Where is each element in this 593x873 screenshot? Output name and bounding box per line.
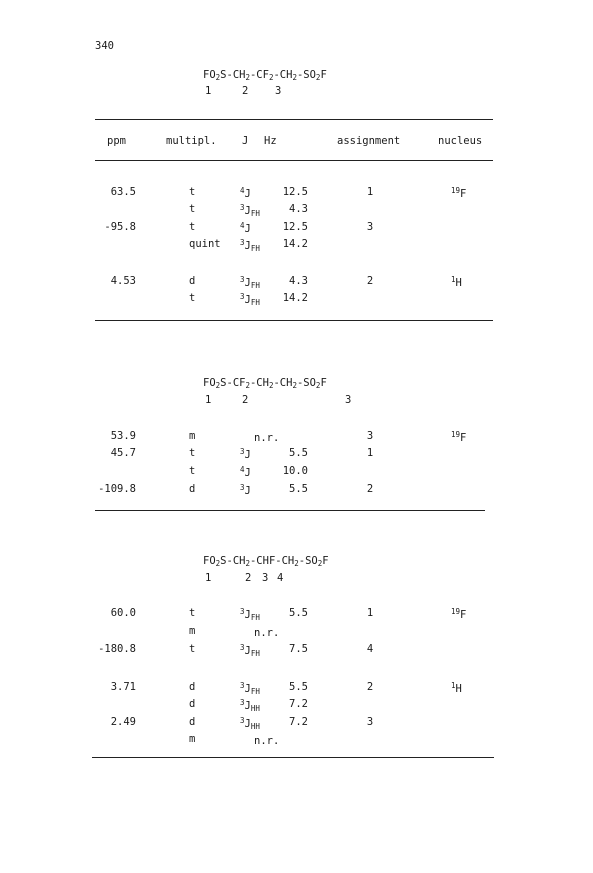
multiplicity: t xyxy=(189,607,196,619)
ppm-value: 60.0 xyxy=(110,607,136,619)
assignment-value: 3 xyxy=(366,430,374,442)
atom-number: 2 xyxy=(245,572,252,584)
coupling-nuclei: HH xyxy=(250,704,260,713)
formula-part: FO xyxy=(203,377,216,389)
assignment-value: 1 xyxy=(366,607,374,619)
ppm-value: 45.7 xyxy=(110,447,136,459)
assignment-value: 3 xyxy=(366,716,374,728)
formula-part: -CF xyxy=(249,69,269,81)
multiplicity: t xyxy=(189,643,196,655)
coupling-hz: 12.5 xyxy=(282,186,308,198)
coupling-hz: 5.5 xyxy=(289,681,308,693)
compound-3-bottom-rule xyxy=(92,757,494,758)
formula-part: 2 xyxy=(245,73,250,82)
coupling-constant xyxy=(240,447,251,462)
coupling-order: 3 xyxy=(240,698,245,707)
coupling-order: 3 xyxy=(240,275,245,284)
atom-number: 1 xyxy=(205,85,212,97)
coupling-constant xyxy=(240,643,260,658)
coupling-constant xyxy=(240,698,260,713)
assignment-value: 2 xyxy=(366,275,374,287)
coupling-nuclei: FH xyxy=(250,613,260,622)
coupling-hz: 12.5 xyxy=(282,221,308,233)
nucleus-mass: 1 xyxy=(451,275,456,284)
multiplicity: d xyxy=(189,716,196,728)
ppm-value: 53.9 xyxy=(110,430,136,442)
formula-part: -SO xyxy=(298,555,318,567)
coupling-symbol: J xyxy=(244,700,251,712)
coupling-nuclei: HH xyxy=(250,722,260,731)
formula-part: F xyxy=(320,69,327,81)
nucleus-label xyxy=(451,275,462,289)
multiplicity: t xyxy=(189,292,196,304)
header-nucleus: nucleus xyxy=(438,135,483,147)
formula-part: FO xyxy=(203,555,216,567)
compound-3-atom-numbers xyxy=(203,572,403,586)
compound-2-atom-numbers xyxy=(203,394,403,408)
assignment-value: 3 xyxy=(366,221,374,233)
coupling-constant xyxy=(240,238,260,253)
compound-1-formula xyxy=(203,69,327,82)
formula-part: S-CH xyxy=(220,69,246,81)
nucleus-label xyxy=(451,430,466,444)
ppm-value: -95.8 xyxy=(104,221,136,233)
ppm-value: 3.71 xyxy=(110,681,136,693)
formula-part: FO xyxy=(203,69,216,81)
multiplicity: d xyxy=(189,681,196,693)
page-number: 340 xyxy=(95,40,114,52)
compound-3-formula xyxy=(203,555,329,568)
header-hz: Hz xyxy=(264,135,277,147)
nucleus-element: F xyxy=(460,432,467,444)
coupling-symbol: n.r. xyxy=(254,627,280,639)
coupling-hz: 5.5 xyxy=(289,447,308,459)
nucleus-label xyxy=(451,186,466,200)
multiplicity: quint xyxy=(189,238,221,250)
nucleus-element: F xyxy=(460,188,467,200)
coupling-hz: 7.2 xyxy=(289,698,308,710)
coupling-constant xyxy=(254,625,279,640)
assignment-value: 1 xyxy=(366,186,374,198)
coupling-constant xyxy=(240,465,251,480)
coupling-symbol: n.r. xyxy=(254,432,280,444)
formula-part: 2 xyxy=(215,381,221,390)
coupling-constant xyxy=(240,186,251,201)
compound-2-bottom-rule xyxy=(95,510,485,511)
coupling-hz: 4.3 xyxy=(289,275,308,287)
coupling-order: 3 xyxy=(240,203,245,212)
formula-part: 2 xyxy=(292,73,297,82)
formula-part: 2 xyxy=(315,73,321,82)
multiplicity: t xyxy=(189,221,196,233)
coupling-symbol: J xyxy=(244,467,251,479)
atom-number: 3 xyxy=(275,85,282,97)
compound-1-bottom-rule xyxy=(95,320,493,321)
coupling-symbol: J xyxy=(244,645,251,657)
coupling-order: 3 xyxy=(240,643,245,652)
atom-number: 3 xyxy=(345,394,352,406)
multiplicity: m xyxy=(189,625,196,637)
header-assignment: assignment xyxy=(337,135,401,147)
coupling-order: 4 xyxy=(240,221,245,230)
coupling-hz: 4.3 xyxy=(289,203,308,215)
nucleus-label xyxy=(451,607,466,621)
atom-number: 2 xyxy=(242,85,249,97)
coupling-order: 3 xyxy=(240,716,245,725)
coupling-nuclei: FH xyxy=(250,209,260,218)
multiplicity: t xyxy=(189,465,196,477)
coupling-order: 3 xyxy=(240,681,245,690)
table-top-rule xyxy=(95,119,493,120)
coupling-order: 3 xyxy=(240,238,245,247)
atom-number: 1 xyxy=(205,394,212,406)
coupling-order: 3 xyxy=(240,607,245,616)
coupling-hz: 14.2 xyxy=(282,292,308,304)
assignment-value: 1 xyxy=(366,447,374,459)
formula-part: -SO xyxy=(296,69,316,81)
nucleus-mass: 1 xyxy=(451,681,456,690)
coupling-symbol: J xyxy=(244,485,251,497)
multiplicity: m xyxy=(189,430,196,442)
formula-part: S-CF xyxy=(220,377,246,389)
coupling-constant xyxy=(254,733,279,748)
coupling-symbol: J xyxy=(244,223,251,235)
nucleus-mass: 19 xyxy=(451,607,461,616)
coupling-constant xyxy=(240,483,251,498)
coupling-symbol: J xyxy=(244,277,251,289)
coupling-order: 3 xyxy=(240,292,245,301)
assignment-value: 2 xyxy=(366,483,374,495)
coupling-nuclei: FH xyxy=(250,281,260,290)
ppm-value: 63.5 xyxy=(110,186,136,198)
coupling-hz: 14.2 xyxy=(282,238,308,250)
coupling-symbol: J xyxy=(244,718,251,730)
nucleus-element: H xyxy=(455,683,462,695)
header-ppm: ppm xyxy=(107,135,126,147)
coupling-constant xyxy=(240,292,260,307)
assignment-value: 2 xyxy=(366,681,374,693)
coupling-nuclei: FH xyxy=(250,244,260,253)
formula-part: 2 xyxy=(268,381,274,390)
coupling-order: 4 xyxy=(240,465,245,474)
coupling-order: 4 xyxy=(240,186,245,195)
coupling-nuclei: FH xyxy=(250,687,260,696)
nucleus-mass: 19 xyxy=(451,186,461,195)
coupling-symbol: J xyxy=(244,240,251,252)
assignment-value: 4 xyxy=(366,643,374,655)
multiplicity: d xyxy=(189,698,196,710)
atom-number: 4 xyxy=(277,572,284,584)
coupling-hz: 7.2 xyxy=(289,716,308,728)
header-multiplicity: multipl. xyxy=(166,135,217,147)
multiplicity: d xyxy=(189,483,196,495)
coupling-constant xyxy=(240,681,260,696)
formula-part: S-CH xyxy=(220,555,246,567)
nucleus-mass: 19 xyxy=(451,430,461,439)
coupling-nuclei: FH xyxy=(250,649,260,658)
coupling-symbol: J xyxy=(244,188,251,200)
coupling-symbol: J xyxy=(244,683,251,695)
coupling-order: 3 xyxy=(240,447,245,456)
formula-part: -CH xyxy=(249,377,269,389)
ppm-value: 2.49 xyxy=(110,716,136,728)
atom-number: 2 xyxy=(242,394,249,406)
compound-1-atom-numbers xyxy=(203,85,403,99)
coupling-symbol: J xyxy=(244,294,251,306)
coupling-constant xyxy=(240,203,260,218)
coupling-constant xyxy=(240,275,260,290)
header-bottom-rule xyxy=(95,160,493,161)
nucleus-element: H xyxy=(455,277,462,289)
coupling-constant xyxy=(254,430,279,445)
formula-part: 2 xyxy=(215,559,221,568)
coupling-constant xyxy=(240,221,251,236)
coupling-constant xyxy=(240,716,260,731)
multiplicity: t xyxy=(189,447,196,459)
nucleus-label xyxy=(451,681,462,695)
ppm-value: 4.53 xyxy=(110,275,136,287)
multiplicity: t xyxy=(189,203,196,215)
ppm-value: -109.8 xyxy=(98,483,136,495)
coupling-hz: 5.5 xyxy=(289,483,308,495)
atom-number: 1 xyxy=(205,572,212,584)
coupling-symbol: J xyxy=(244,205,251,217)
formula-part: F xyxy=(320,377,327,389)
formula-part: 2 xyxy=(317,559,323,568)
formula-part: 2 xyxy=(315,381,321,390)
formula-part: 2 xyxy=(245,381,250,390)
ppm-value: -180.8 xyxy=(98,643,136,655)
nucleus-element: F xyxy=(460,609,467,621)
formula-part: -CH xyxy=(273,69,293,81)
formula-part: -SO xyxy=(296,377,316,389)
formula-part: 2 xyxy=(245,559,250,568)
formula-part: F xyxy=(322,555,329,567)
coupling-symbol: n.r. xyxy=(254,735,280,747)
multiplicity: d xyxy=(189,275,196,287)
header-j: J xyxy=(242,135,249,147)
coupling-hz: 5.5 xyxy=(289,607,308,619)
formula-part: -CH xyxy=(273,377,293,389)
formula-part: 2 xyxy=(268,73,274,82)
multiplicity: t xyxy=(189,186,196,198)
formula-part: -CHF-CH xyxy=(249,555,295,567)
coupling-symbol: J xyxy=(244,449,251,461)
coupling-order: 3 xyxy=(240,483,245,492)
formula-part: 2 xyxy=(292,381,297,390)
atom-number: 3 xyxy=(262,572,269,584)
coupling-hz: 10.0 xyxy=(282,465,308,477)
formula-part: 2 xyxy=(215,73,221,82)
multiplicity: m xyxy=(189,733,196,745)
formula-part: 2 xyxy=(294,559,299,568)
coupling-symbol: J xyxy=(244,609,251,621)
compound-2-formula xyxy=(203,377,327,390)
coupling-constant xyxy=(240,607,260,622)
coupling-hz: 7.5 xyxy=(289,643,308,655)
coupling-nuclei: FH xyxy=(250,298,260,307)
